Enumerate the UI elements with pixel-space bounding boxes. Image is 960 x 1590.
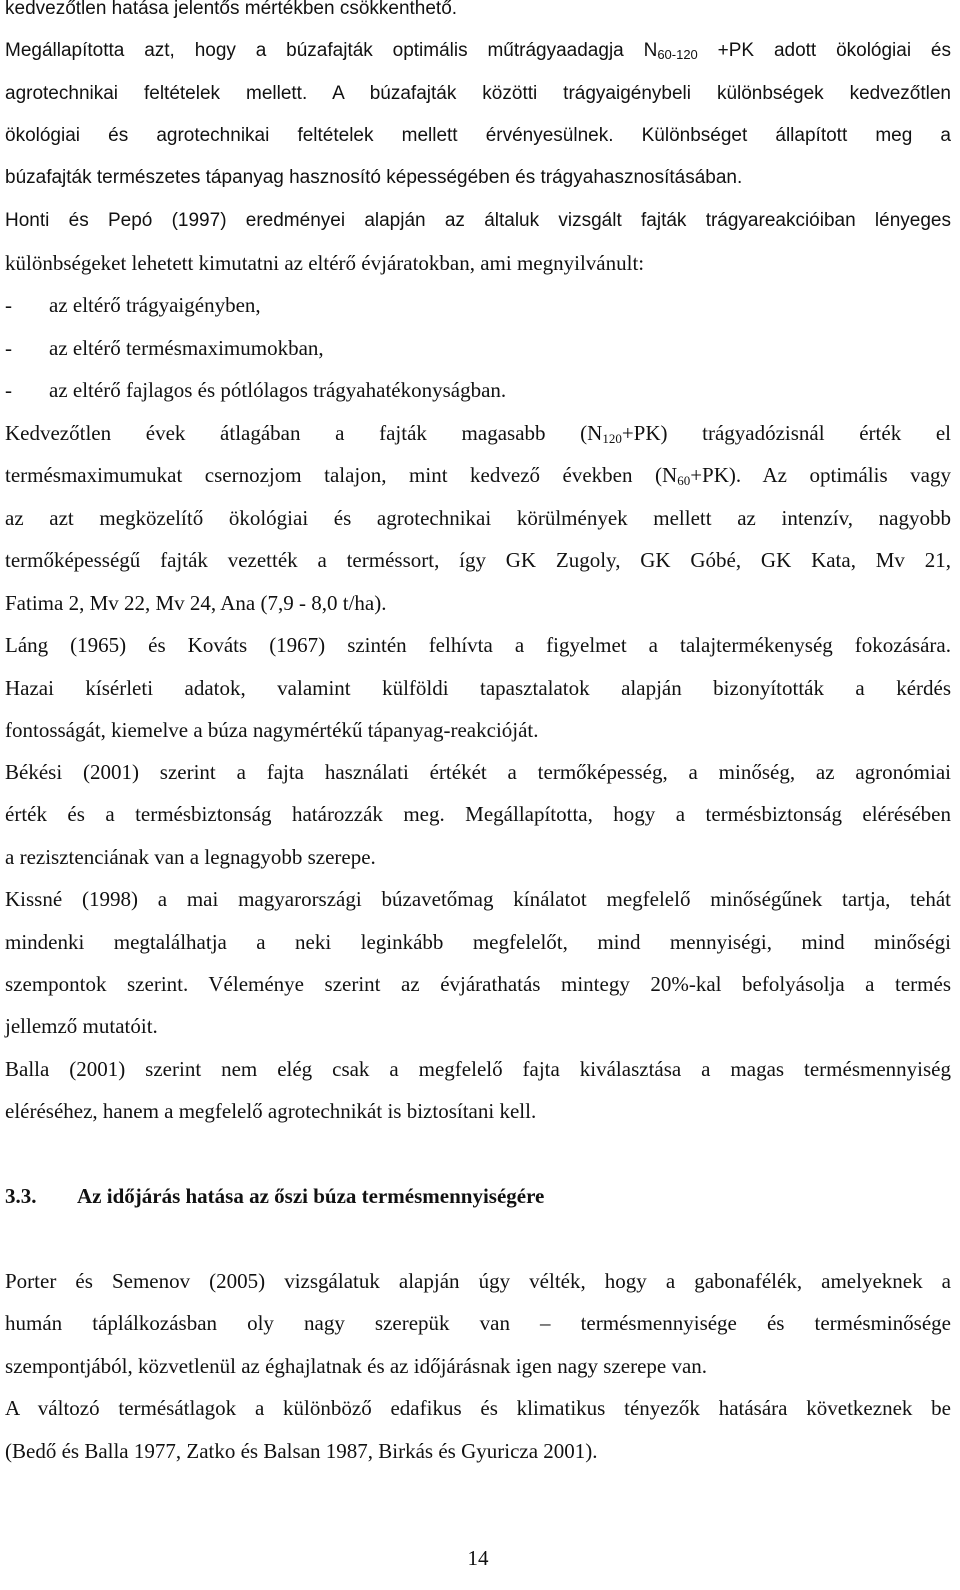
- text-line: Porter és Semenov (2005) vizsgálatuk alapján úgy vélték, hogy a gabonafélék, amelyeknek a: [5, 1269, 951, 1293]
- text-line: Honti és Pepó (1997) eredményei alapján az általuk vizsgált fajták trágyareakcióiban lényeges: [5, 210, 951, 231]
- text-line: a rezisztenciának van a legnagyobb szerepe.: [5, 845, 376, 869]
- page-number: 14: [467, 1546, 489, 1570]
- text-line: fontosságát, kiemelve a búza nagymértékű tápanyag-reakcióját.: [5, 718, 539, 742]
- text-line: az azt megközelítő ökológiai és agrotechnikai körülmények mellett az intenzív, nagyobb: [5, 506, 951, 530]
- text-line: Fatima 2, Mv 22, Mv 24, Ana (7,9 - 8,0 t/ha).: [5, 591, 387, 615]
- text-line: termésmaximumukat csernozjom talajon, mint kedvező években $(N_{60}+PK)$. Az optimális vagy: [5, 463, 951, 488]
- text-line: különbségeket lehetett kimutatni az eltérő évjáratokban, ami megnyilvánult:: [5, 251, 645, 275]
- text-line: (Bedő és Balla 1977, Zatko és Balsan 1987, Birkás és Gyuricza 2001).: [5, 1439, 598, 1463]
- text-line: Kissné (1998) a mai magyarországi búzavetőmag kínálatot megfelelő minőségűnek tartja, tehát: [5, 887, 951, 911]
- list-item-text: az eltérő termésmaximumokban,: [49, 336, 324, 360]
- text-line: szempontok szerint. Véleménye szerint az évjárathatás mintegy 20%-kal befolyásolja a termés: [5, 972, 951, 996]
- text-line: Balla (2001) szerint nem elég csak a megfelelő fajta kiválasztása a magas termésmennyiség: [5, 1057, 951, 1081]
- text-line: búzafajták természetes tápanyag hasznosító képességében és trágyahasznosításában.: [5, 167, 743, 188]
- list-item-text: az eltérő fajlagos és pótlólagos trágyahatékonyságban.: [49, 378, 507, 402]
- text-line: Hazai kísérleti adatok, valamint külföldi tapasztalatok alapján bizonyították a kérdés: [5, 676, 951, 700]
- text-line: Megállapította azt, hogy a búzafajták optimális műtrágyaadagja $N_{60-120} +PK$ adott ökológiai és: [5, 40, 951, 62]
- text-line: humán táplálkozásban oly nagy szerepük van – termésmennyisége és termésminősége: [5, 1311, 951, 1335]
- list-item-text: az eltérő trágyaigényben,: [49, 293, 261, 317]
- list-bullet: -: [5, 336, 12, 360]
- text-line: mindenki megtalálhatja a neki leginkább megfelelőt, mind mennyiségi, mind minőségi: [5, 930, 951, 954]
- text-line: termőképességű fajták vezették a terméssort, így GK Zugoly, GK Góbé, GK Kata, Mv 21,: [5, 548, 951, 572]
- text-line: agrotechnikai feltételek mellett. A búzafajták közötti trágyaigénybeli különbségek kedvezőtlen: [5, 83, 951, 104]
- list-bullet: -: [5, 293, 12, 317]
- text-line: Láng (1965) és Kováts (1967) szintén felhívta a figyelmet a talajtermékenység fokozására.: [5, 633, 951, 657]
- section-title: Az időjárás hatása az őszi búza termésmennyiségére: [77, 1184, 545, 1208]
- text-line: ökológiai és agrotechnikai feltételek mellett érvényesülnek. Különbséget állapított meg a: [5, 125, 951, 146]
- text-line: eléréséhez, hanem a megfelelő agrotechnikát is biztosítani kell.: [5, 1099, 537, 1123]
- text-line: szempontjából, közvetlenül az éghajlatnak és az időjárásnak igen nagy szerepe van.: [5, 1354, 708, 1378]
- text-line: kedvezőtlen hatása jelentős mértékben csökkenthető.: [5, 0, 458, 19]
- text-line: érték és a termésbiztonság határozzák meg. Megállapította, hogy a termésbiztonság elérésében: [5, 802, 951, 826]
- text-line: A változó termésátlagok a különböző edafikus és klimatikus tényezők hatására következnek be: [5, 1396, 951, 1420]
- text-line: Kedvezőtlen évek átlagában a fajták magasabb $(N_{120}+PK)$ trágyadózisnál érték el: [5, 421, 951, 446]
- list-bullet: -: [5, 378, 12, 402]
- section-number: 3.3.: [5, 1184, 37, 1208]
- text-line: jellemző mutatóit.: [5, 1014, 158, 1038]
- text-line: Békési (2001) szerint a fajta használati értékét a termőképesség, a minőség, az agronómiai: [5, 760, 951, 784]
